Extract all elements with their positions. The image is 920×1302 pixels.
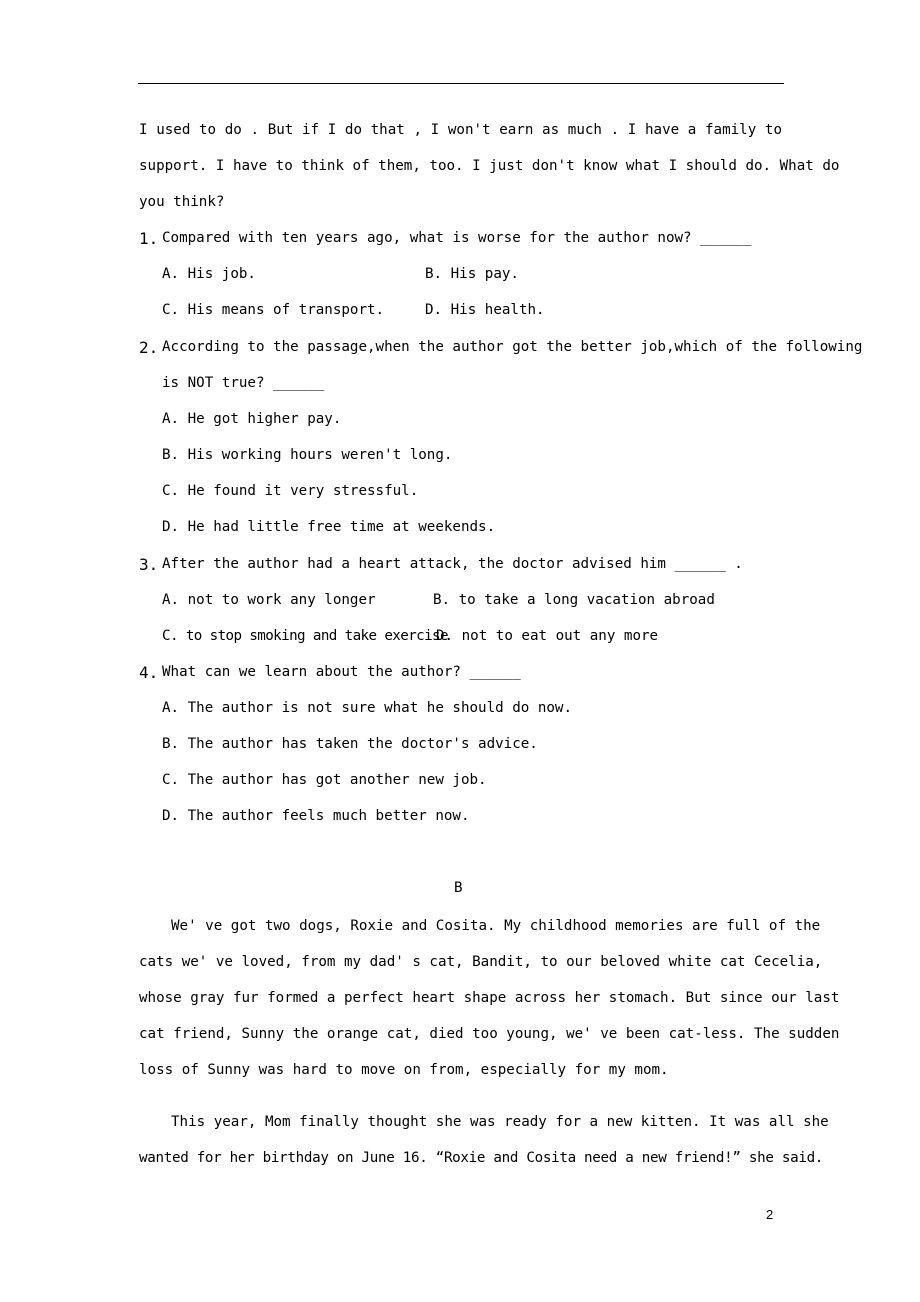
question-1-text: Compared with ten years ago, what is worse for the author now? ______ bbox=[162, 230, 752, 246]
page-number: 2 bbox=[766, 1207, 774, 1222]
question-4-option-a: A. The author is not sure what he should do now. bbox=[162, 700, 572, 716]
question-1-option-d: D. His health. bbox=[425, 302, 545, 318]
header-rule bbox=[138, 83, 784, 84]
para1-line-3: whose gray fur formed a perfect heart shape across her stomach. But since our last bbox=[139, 990, 840, 1006]
question-4-text: What can we learn about the author? ______ bbox=[162, 664, 521, 680]
para2-line-2: wanted for her birthday on June 16. “Roxie and Cosita need a new friend!” she said. bbox=[139, 1150, 824, 1166]
para1-line-5: loss of Sunny was hard to move on from, especially for my mom. bbox=[139, 1062, 669, 1078]
question-3-option-c: C. to stop smoking and take exercise bbox=[162, 628, 448, 644]
intro-line-1: I used to do . But if I do that , I won't earn as much . I have a family to bbox=[139, 122, 782, 138]
para1-line-2: cats we' ve loved, from my dad' s cat, Bandit, to our beloved white cat Cecelia, bbox=[139, 954, 823, 970]
question-3-text: After the author had a heart attack, the doctor advised him ______ . bbox=[162, 556, 743, 572]
question-2-option-a: A. He got higher pay. bbox=[162, 411, 342, 427]
para2-line-1: This year, Mom finally thought she was ready for a new kitten. It was all she bbox=[171, 1114, 829, 1130]
question-4-option-c: C. The author has got another new job. bbox=[162, 772, 487, 788]
para1-line-1: We' ve got two dogs, Roxie and Cosita. My childhood memories are full of the bbox=[171, 918, 821, 934]
question-2-option-c: C. He found it very stressful. bbox=[162, 483, 419, 499]
question-1-number: 1. bbox=[139, 229, 159, 248]
question-4-option-b: B. The author has taken the doctor's advice. bbox=[162, 736, 538, 752]
question-3-option-d: D. not to eat out any more bbox=[436, 628, 659, 644]
question-3-option-a: A. not to work any longer bbox=[162, 592, 376, 608]
question-2-text-cont: is NOT true? ______ bbox=[162, 375, 325, 391]
question-3-option-b: B. to take a long vacation abroad bbox=[433, 592, 715, 608]
question-4-number: 4. bbox=[139, 663, 159, 682]
question-2-option-b: B. His working hours weren't long. bbox=[162, 447, 453, 463]
section-heading: B bbox=[454, 880, 463, 896]
question-1-option-c: C. His means of transport. bbox=[162, 302, 385, 318]
question-2-option-d: D. He had little free time at weekends. bbox=[162, 519, 496, 535]
intro-line-3: you think? bbox=[139, 194, 225, 210]
question-4-option-d: D. The author feels much better now. bbox=[162, 808, 470, 824]
question-2-number: 2. bbox=[139, 338, 159, 357]
intro-line-2: support. I have to think of them, too. I just don't know what I should do. What do bbox=[139, 158, 840, 174]
question-3-number: 3. bbox=[139, 555, 159, 574]
question-1-option-b: B. His pay. bbox=[425, 266, 519, 282]
question-2-text: According to the passage,when the author got the better job,which of the following bbox=[162, 339, 863, 355]
para1-line-4: cat friend, Sunny the orange cat, died too young, we' ve been cat-less. The sudden bbox=[139, 1026, 840, 1042]
question-1-option-a: A. His job. bbox=[162, 266, 256, 282]
